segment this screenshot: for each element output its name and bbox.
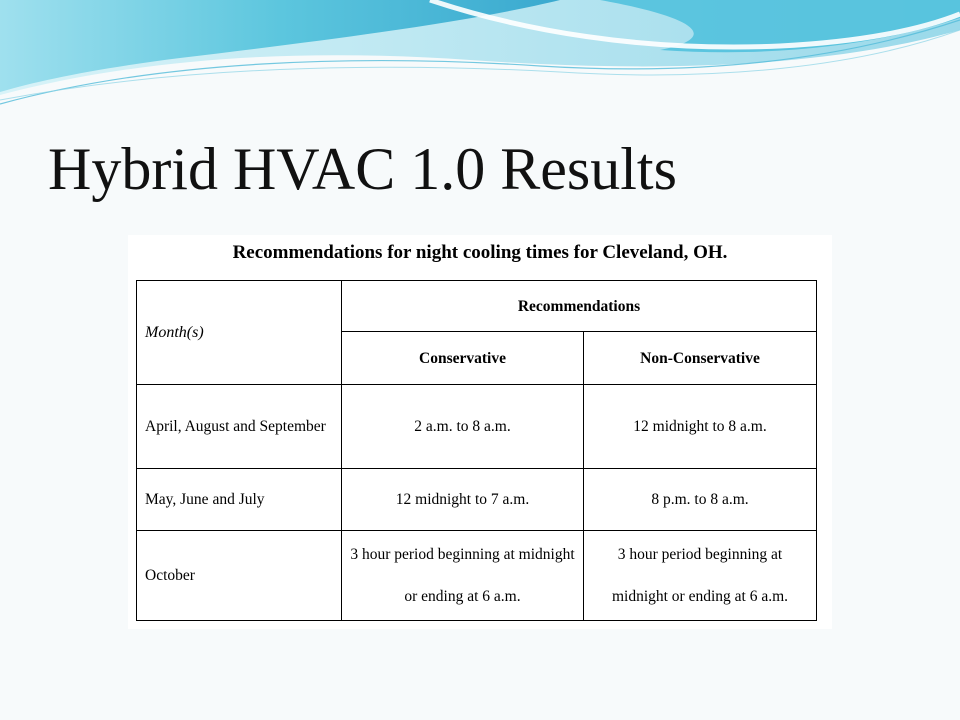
conservative-header: Conservative	[342, 332, 584, 385]
month-header-cell	[137, 281, 342, 385]
non-conservative-cell: 12 midnight to 8 a.m.	[584, 385, 817, 469]
table-row	[137, 531, 817, 621]
conservative-cell: 12 midnight to 7 a.m.	[342, 469, 584, 531]
table-row	[137, 385, 817, 469]
conservative-cell: 2 a.m. to 8 a.m.	[342, 385, 584, 469]
table-caption: Recommendations for night cooling times for Cleveland, OH.	[232, 242, 728, 263]
header-wave-decoration	[0, 0, 960, 130]
month-cell: October	[137, 531, 342, 621]
recommendations-table-panel	[128, 235, 832, 629]
non-conservative-cell: 8 p.m. to 8 a.m.	[584, 469, 817, 531]
slide-title: Hybrid HVAC 1.0 Results	[48, 136, 677, 202]
recommendations-table	[136, 280, 817, 621]
header-row-group	[137, 281, 817, 332]
month-header-label: Month(s)	[145, 324, 204, 341]
non-conservative-cell: 3 hour period beginning at midnight or ending at 6 a.m.	[584, 531, 817, 621]
recommendations-group-header: Recommendations	[342, 281, 817, 332]
month-cell: April, August and September	[137, 385, 342, 469]
non-conservative-header: Non-Conservative	[584, 332, 817, 385]
conservative-cell: 3 hour period beginning at midnight or ending at 6 a.m.	[342, 531, 584, 621]
month-cell: May, June and July	[137, 469, 342, 531]
table-row	[137, 469, 817, 531]
